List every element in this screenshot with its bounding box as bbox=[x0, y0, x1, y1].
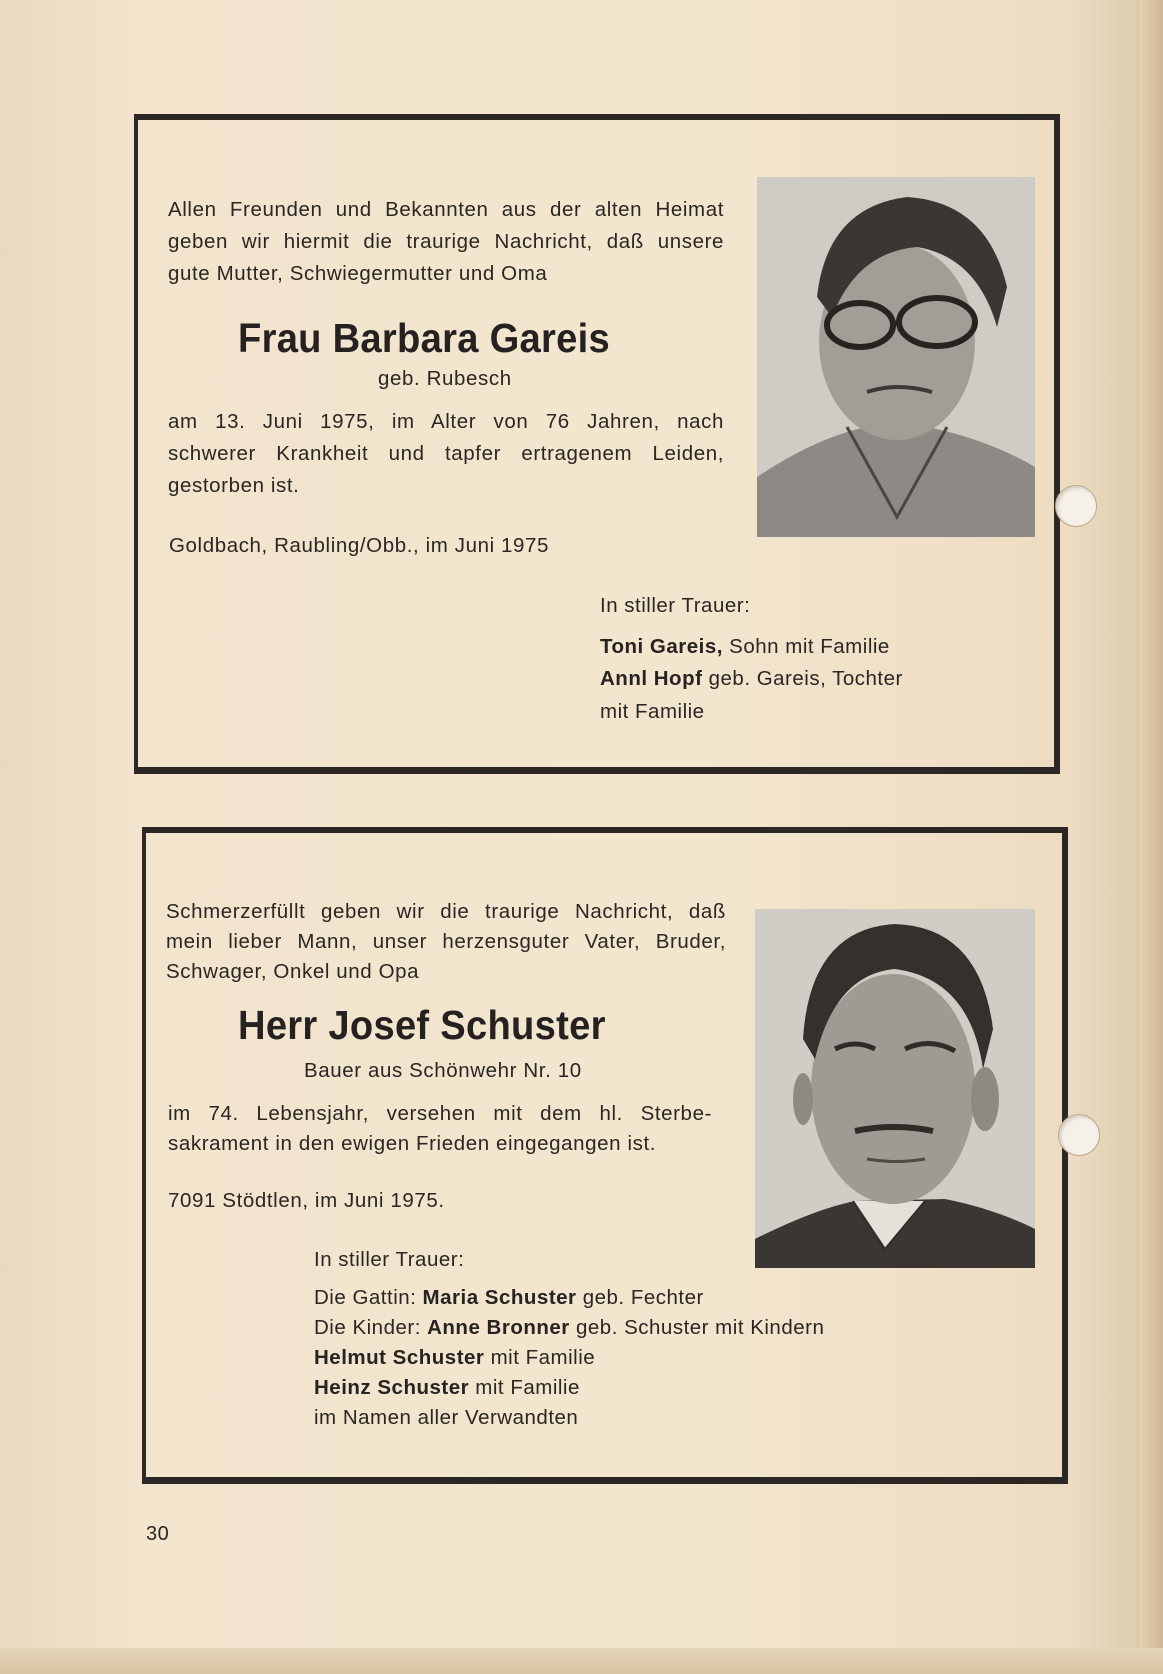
place-date: 7091 Stödtlen, im Juni 1975. bbox=[168, 1189, 445, 1212]
mourner-relation: geb. Schuster mit Kindern bbox=[569, 1316, 825, 1339]
intro-line: Allen Freunden und Bekannten aus der alten Heimat bbox=[168, 198, 724, 221]
page-edge bbox=[1140, 0, 1163, 1674]
mourner-relation: geb. Gareis, Tochter bbox=[702, 667, 903, 690]
deceased-name: Herr Josef Schuster bbox=[238, 1002, 606, 1048]
punch-hole bbox=[1058, 1114, 1100, 1156]
mourner-relation: mit Familie bbox=[600, 699, 705, 723]
mourner-line bbox=[314, 1373, 824, 1403]
mourning-heading: In stiller Trauer: bbox=[600, 594, 751, 617]
mourner-line bbox=[314, 1403, 824, 1433]
page-number: 30 bbox=[146, 1523, 170, 1545]
mourner-line bbox=[314, 1283, 824, 1313]
portrait-photo bbox=[755, 909, 1035, 1268]
page-bottom-edge bbox=[0, 1648, 1163, 1674]
obituary-notice-schuster bbox=[142, 827, 1068, 1484]
mourner-relation: geb. Fechter bbox=[576, 1286, 704, 1309]
intro-text bbox=[168, 194, 724, 290]
details-line: im 74. Lebensjahr, versehen mit dem hl. Sterbe- bbox=[168, 1102, 712, 1125]
intro-line: mein lieber Mann, unser herzensguter Vater, Bruder, bbox=[166, 930, 726, 953]
details-line: gestorben ist. bbox=[168, 474, 300, 497]
mourner-line bbox=[314, 1313, 824, 1343]
mourner-line bbox=[314, 1343, 824, 1373]
mourner-name: Helmut Schuster bbox=[314, 1346, 485, 1369]
mourner-relation: mit Familie bbox=[469, 1376, 580, 1399]
intro-text bbox=[166, 897, 726, 987]
mourner-line bbox=[600, 663, 903, 696]
mourners-block bbox=[314, 1245, 824, 1433]
details-text bbox=[168, 406, 724, 502]
portrait-photo bbox=[757, 177, 1035, 537]
mourner-role: Die Gattin: bbox=[314, 1286, 423, 1309]
intro-line: geben wir hiermit die traurige Nachricht, daß unsere bbox=[168, 230, 724, 253]
details-text bbox=[168, 1099, 712, 1159]
deceased-birth-name: geb. Rubesch bbox=[378, 367, 512, 390]
intro-line: gute Mutter, Schwiegermutter und Oma bbox=[168, 262, 548, 285]
deceased-name: Frau Barbara Gareis bbox=[238, 315, 610, 361]
details-line: schwerer Krankheit und tapfer ertragenem Leiden, bbox=[168, 442, 724, 465]
deceased-occupation: Bauer aus Schönwehr Nr. 10 bbox=[304, 1059, 582, 1082]
mourner-name: Maria Schuster bbox=[422, 1286, 577, 1309]
details-line: am 13. Juni 1975, im Alter von 76 Jahren, nach bbox=[168, 410, 724, 433]
intro-line: Schwager, Onkel und Opa bbox=[166, 960, 420, 983]
mourner-line bbox=[600, 696, 903, 729]
mourner-line bbox=[600, 631, 903, 664]
details-line: sakrament in den ewigen Frieden eingegangen ist. bbox=[168, 1132, 657, 1155]
mourner-relation: Sohn mit Familie bbox=[722, 634, 890, 658]
punch-hole bbox=[1055, 485, 1097, 527]
mourner-name: Anne Bronner bbox=[427, 1316, 570, 1339]
obituary-notice-gareis bbox=[134, 114, 1060, 774]
mourners-block bbox=[600, 590, 903, 728]
mourner-relation: im Namen aller Verwandten bbox=[314, 1406, 579, 1429]
place-date: Goldbach, Raubling/Obb., im Juni 1975 bbox=[169, 534, 550, 557]
intro-line: Schmerzerfüllt geben wir die traurige Nachricht, daß bbox=[166, 900, 726, 923]
mourner-relation: mit Familie bbox=[484, 1346, 596, 1369]
mourner-role: Die Kinder: bbox=[314, 1316, 428, 1339]
mourner-name: Annl Hopf bbox=[600, 667, 703, 690]
mourner-name: Toni Gareis, bbox=[600, 634, 723, 658]
mourner-name: Heinz Schuster bbox=[314, 1376, 470, 1399]
mourning-heading: In stiller Trauer: bbox=[314, 1248, 465, 1271]
